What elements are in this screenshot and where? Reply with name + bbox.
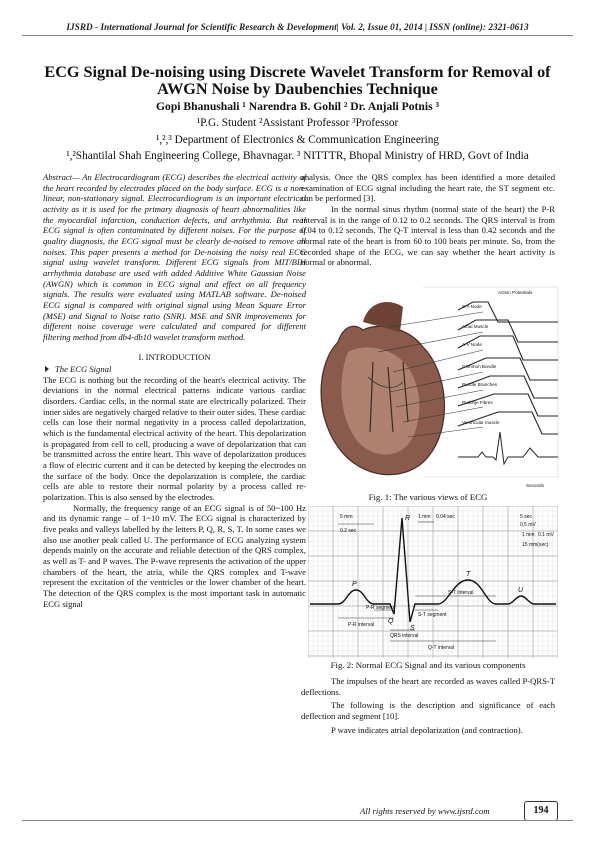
fig2-label-pr-segment: P-R segment xyxy=(366,605,396,611)
paper-authors: Gopi Bhanushali ¹ Narendra B. Gohil ² Dr. Anjali Potnis ³ xyxy=(156,100,439,113)
paragraph-frequency-range: Normally, the frequency range of an ECG signal is of 50~100 Hz and its dynamic range – of 1~10 mV. The ECG signal is characterized by five peaks and valleys labelled by the letters P, Q, R, S, T. In some cases we also use another peak called U. The performance of ECG analyzing system depends mainly on the accurate and reliable detection of the QRS complex, as well as T- and P waves. The P-wave represents the activation of the upper chambers of the heart, the atria, while the QRS complex and T-wave represent the excitation of the ventricles or the lower chamber of the heart. The detection of the QRS complex is the most important task in automatic ECG signal xyxy=(43,502,306,609)
fig2-label-15mm-sec: 15 mm(sec) xyxy=(522,542,549,548)
fig2-label-s: S xyxy=(410,625,415,632)
footer-rights: All rights reserved by www.ijsrd.com xyxy=(360,806,490,816)
fig2-label-pr-interval: P-R interval xyxy=(348,622,375,628)
figure-2-caption: Fig. 2: Normal ECG Signal and its various components xyxy=(330,660,526,670)
fig1-label-sa-node: S-A Node xyxy=(462,304,482,309)
abstract xyxy=(43,172,306,343)
paragraph-p-wave: P wave indicates atrial depolarization (and contraction). xyxy=(331,724,523,735)
fig1-label-common-bundle: Common Bundle xyxy=(462,364,497,369)
left-column xyxy=(43,172,306,609)
fig2-label-qrs-interval: QRS interval xyxy=(390,633,419,639)
fig2-label-p: P xyxy=(352,581,357,588)
section-introduction-heading: I. INTRODUCTION xyxy=(138,351,211,362)
fig1-label-av-node: A-V Node xyxy=(462,342,482,347)
fig2-label-004sec: 0.04 sec xyxy=(436,514,455,520)
fig1-label-atrial-muscle: Atrial Muscle xyxy=(462,324,489,329)
affiliation-department: ¹,²,³ Department of Electronics & Communication Engineering xyxy=(155,134,440,146)
fig1-label-ventricular-muscle: Ventricular muscle xyxy=(462,420,500,425)
header-rule xyxy=(22,35,573,36)
fig2-label-01mv: 0.1 mV xyxy=(538,532,554,538)
journal-header: IJSRD - International Journal for Scientific Research & Development| Vol. 2, Issue 01, 2014 | ISSN (online): 2321-0613 xyxy=(66,22,529,32)
paragraph-analysis: analysis. Once the QRS complex has been identified a more detailed examination of ECG signal including the heart rate, the ST segment etc. can be performed [3]. xyxy=(301,172,555,204)
affiliation-roles: ¹P.G. Student ²Assistant Professor ³Professor xyxy=(196,117,399,129)
fig2-label-q: Q xyxy=(388,618,394,625)
paragraph-impulses: The impulses of the heart are recorded as waves called P-QRS-T deflections. xyxy=(301,676,555,697)
fig2-label-5mm: 5 mm xyxy=(340,514,353,520)
page-number: 194 xyxy=(524,801,558,821)
abstract-label: Abstract— xyxy=(43,172,80,182)
fig1-label-seconds: Seconds xyxy=(526,483,544,488)
paragraph-ecg-signal: The ECG is nothing but the recording of the heart's electrical activity. The deviations in the normal electrical patterns indicate various cardiac disorders. Cardiac cells, in the normal state are electrically polarized. Their inner sides are negatively charged relative to their outer sides. These cardiac cells can lose their normal negativity in a process called depolarization, which is the fundamental electrical activity of the heart. This depolarization is propagated from cell to cell, producing a wave of depolarization that can be transmitted across the entire heart. This wave of depolarization produces a flow of electric current and it can be detected by keeping the electrodes on the surface of the body. Once the depolarization is complete, the cardiac cells are able to restore their normal polarity by a process called re-polarization. This is also sensed by the electrodes. xyxy=(43,374,306,503)
figure-normal-ecg xyxy=(308,506,558,658)
fig2-label-st-segment: S-T segment xyxy=(418,612,447,618)
abstract-text: An Electrocardiogram (ECG) describes the electrical activity of the heart recorded by electrodes placed on the body surface. ECG is a non-linear, non-stationary signal. Electrocardiogram is an important electrical activity as it is used for the primary diagnosis of heart abnormalities like the myocardial infarction, conduction defects, and arrhythmia. But real ECG signal is often contaminated by different noises. For the purpose of quality diagnosis, the ECG signal must be clearly de-noised to remove all noises. This paper presents a method for De-noising the noisy real ECG signal using wavelet transform. Different ECG signals from MIT/BIH arrhythmia database are used with added Additive White Gaussian Noise (AWGN) which is common in ECG signal and effect on all frequency signals. The results were evaluated using MATLAB software. De-noised ECG signal is compared with original signal using Mean Square Error (MSE) and Signal to Noise ratio (SNR). MSE and SNR improvements for different noise coverage were calculated and compared for different filtering method from db4-db10 wavelet transform method. xyxy=(43,172,306,342)
fig2-label-02sec: 0.2 sec xyxy=(340,528,357,534)
fig1-label-bundle-branches: Bundle Branches xyxy=(462,382,497,387)
subsection-title: The ECG Signal xyxy=(55,364,112,375)
affiliation-institutions: ¹,²Shantilal Shah Engineering College, Bhavnagar. ³ NITTTR, Bhopal Ministry of HRD, Govt of India xyxy=(66,150,529,162)
fig2-label-5sec: 5 sec xyxy=(520,514,532,520)
fig1-label-purkinje-fibres: Purkinje Fibres xyxy=(462,400,493,405)
paragraph-sinus-rhythm: In the normal sinus rhythm (normal state of the heart) the P-R interval is in the range of 0.12 to 0.2 seconds. The QRS interval is from 0.04 to 0.12 seconds. The Q-T interval is less than 0.42 seconds and the normal rate of the heart is from 60 to 100 beats per minute. So, from the recorded shape of the ECG, we can say whether the heart activity is normal or abnormal. xyxy=(301,203,555,268)
fig2-label-1mm: 1 mm xyxy=(418,514,431,520)
paper-title: ECG Signal De-noising using Discrete Wavelet Transform for Removal of AWGN Noise by Daubenchies Technique xyxy=(44,63,551,98)
paragraph-description: The following is the description and significance of each deflection and segment [10]. xyxy=(301,700,555,721)
fig2-label-05mv: 0.5 mV xyxy=(520,522,536,528)
footer-rule xyxy=(22,820,573,821)
fig2-label-u: U xyxy=(518,587,524,594)
fig2-label-qt-interval: Q-T interval xyxy=(428,645,455,651)
fig2-label-st-interval: S-T interval xyxy=(448,590,474,596)
fig2-label-1mm-b: 1 mm xyxy=(522,532,535,538)
bullet-triangle-icon xyxy=(45,366,49,372)
right-column xyxy=(301,172,555,268)
fig2-label-t: T xyxy=(466,571,471,578)
right-column-continued xyxy=(301,676,555,738)
figure-heart-ecg-views xyxy=(308,282,560,492)
subsection-heading xyxy=(43,364,306,375)
fig2-label-r: R xyxy=(405,515,411,522)
figure-1-caption: Fig. 1: The various views of ECG xyxy=(368,492,488,502)
fig1-label-action-potentials: Action Potentials xyxy=(498,290,533,295)
